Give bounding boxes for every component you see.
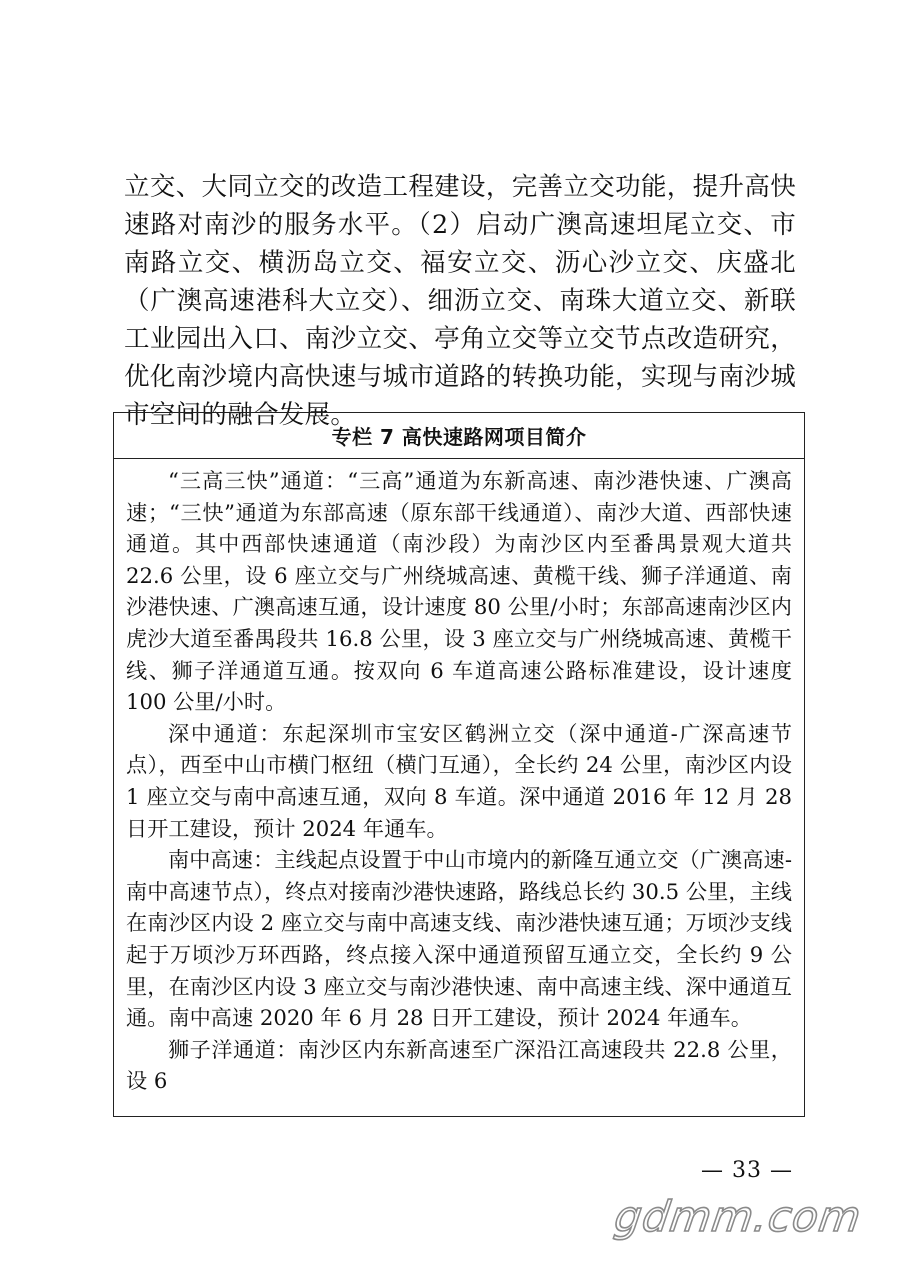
info-box-title: 专栏 7 高快速路网项目简介 xyxy=(114,413,804,459)
body-paragraph xyxy=(124,168,796,434)
body-paragraph-text: 立交、大同立交的改造工程建设，完善立交功能，提升高快速路对南沙的服务水平。（2）启动广澳高速坦尾立交、市南路立交、横沥岛立交、福安立交、沥心沙立交、庆盛北（广澳高速港科大立交）、细沥立交、南珠大道立交、新联工业园出入口、南沙立交、亭角立交等立交节点改造研究，优化南沙境内高快速与城市道路的转换功能，实现与南沙城市空间的融合发展。 xyxy=(124,172,796,430)
box-paragraph-nanzhong: 南中高速：主线起点设置于中山市境内的新隆互通立交（广澳高速-南中高速节点），终点对接南沙港快速路，路线总长约 30.5 公里，主线在南沙区内设 2 座立交与南中高速支线、南沙港快速互通；万顷沙支线起于万顷沙万环西路，终点接入深中通道预留互通立交，全长约 9 公里，在南沙区内设 3 座立交与南沙港快速、南中高速主线、深中通道互通。南中高速 2020 年 6 月 28 日开工建设，预计 2024 年通车。 xyxy=(126,847,792,1031)
box-paragraph-sangaosankuai: “三高三快”通道：“三高”通道为东新高速、南沙港快速、广澳高速；“三快”通道为东部高速（原东部干线通道）、南沙大道、西部快速通道。其中西部快速通道（南沙段）为南沙区内至番禺景观大道共 22.6 公里，设 6 座立交与广州绕城高速、黄榄干线、狮子洋通道、南沙港快速、广澳高速互通，设计速度 80 公里/小时；东部高速南沙区内虎沙大道至番禺段共 16.8 公里，设 3 座立交与广州绕城高速、黄榄干线、狮子洋通道互通。按双向 6 车道高速公路标准建设，设计速度 100 公里/小时。 xyxy=(126,468,792,715)
watermark-logo: gdmm.com xyxy=(611,1192,865,1241)
box-paragraph-shenzhong: 深中通道：东起深圳市宝安区鹤洲立交（深中通道-广深高速节点），西至中山市横门枢纽（横门互通），全长约 24 公里，南沙区内设 1 座立交与南中高速互通，双向 8 车道。深中通道 2016 年 12 月 28 日开工建设，预计 2024 年通车。 xyxy=(126,720,792,841)
info-box-body xyxy=(114,459,804,1097)
page-number: — 33 — xyxy=(701,1158,793,1183)
box-paragraph-shiziyang: 狮子洋通道：南沙区内东新高速至广深沿江高速段共 22.8 公里，设 6 xyxy=(126,1036,792,1094)
info-box xyxy=(113,412,805,1117)
